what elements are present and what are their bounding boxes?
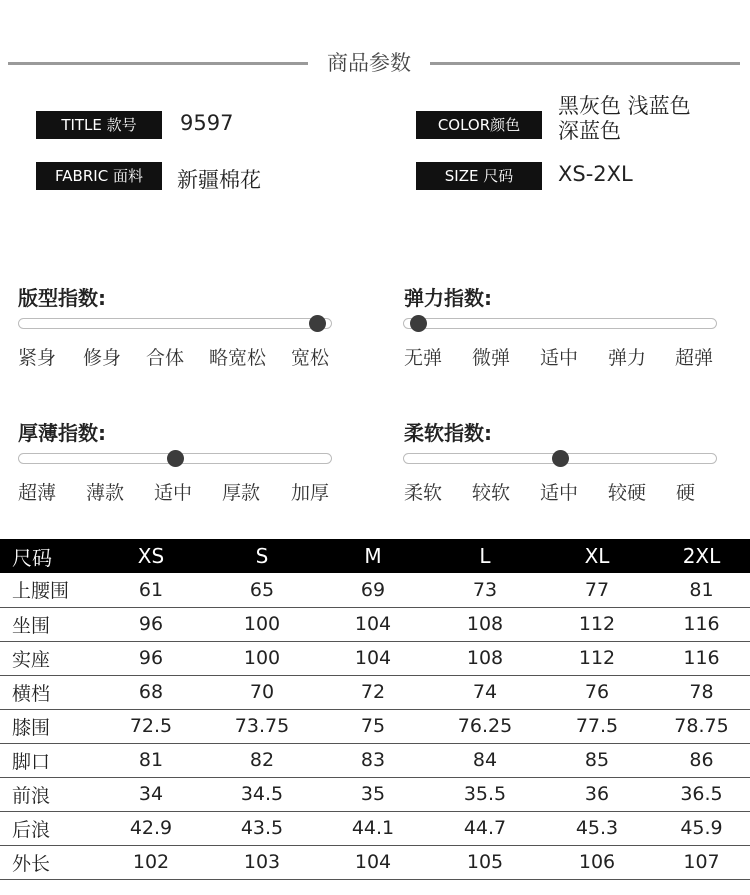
table-cell: 44.7 xyxy=(429,811,541,845)
table-cell: 81 xyxy=(653,573,750,607)
size-value: XS-2XL xyxy=(558,162,633,186)
table-cell: 75 xyxy=(317,709,429,743)
table-cell: 104 xyxy=(317,607,429,641)
fit-option: 宽松 xyxy=(291,347,330,369)
table-cell: 横档 xyxy=(0,675,95,709)
thickness-index-knob xyxy=(167,450,184,467)
header-divider-right xyxy=(430,62,740,65)
table-cell: 112 xyxy=(541,607,653,641)
table-cell: 78.75 xyxy=(653,709,750,743)
table-cell: 100 xyxy=(207,641,317,675)
table-cell: 78 xyxy=(653,675,750,709)
header-cell: S xyxy=(207,539,317,573)
table-cell: 实座 xyxy=(0,641,95,675)
table-cell: 77 xyxy=(541,573,653,607)
table-cell: 86 xyxy=(653,743,750,777)
table-cell: 77.5 xyxy=(541,709,653,743)
table-cell: 72 xyxy=(317,675,429,709)
table-cell: 36 xyxy=(541,777,653,811)
title-tag: TITLE 款号 xyxy=(36,111,162,139)
table-row xyxy=(0,777,750,811)
thickness-option: 厚款 xyxy=(222,482,261,504)
thickness-index-track xyxy=(18,453,332,464)
softness-option: 柔软 xyxy=(404,482,443,504)
table-cell: 85 xyxy=(541,743,653,777)
fit-option: 合体 xyxy=(146,347,185,369)
table-cell: 112 xyxy=(541,641,653,675)
table-cell: 65 xyxy=(207,573,317,607)
table-cell: 73 xyxy=(429,573,541,607)
table-cell: 35 xyxy=(317,777,429,811)
softness-index-title: 柔软指数: xyxy=(404,421,492,445)
table-cell: 膝围 xyxy=(0,709,95,743)
table-row xyxy=(0,811,750,845)
table-cell: 116 xyxy=(653,641,750,675)
header-cell: XS xyxy=(95,539,207,573)
table-cell: 45.3 xyxy=(541,811,653,845)
table-cell: 116 xyxy=(653,607,750,641)
softness-option: 较硬 xyxy=(608,482,647,504)
stretch-option: 无弹 xyxy=(404,347,443,369)
stretch-index-track xyxy=(403,318,717,329)
size-tag: SIZE 尺码 xyxy=(416,162,542,190)
thickness-option: 薄款 xyxy=(86,482,125,504)
header-cell: XL xyxy=(541,539,653,573)
thickness-option: 适中 xyxy=(154,482,193,504)
header-cell: 2XL xyxy=(653,539,750,573)
header-divider-left xyxy=(8,62,308,65)
table-row xyxy=(0,573,750,607)
table-cell: 34.5 xyxy=(207,777,317,811)
table-cell: 106 xyxy=(541,845,653,879)
table-cell: 76.25 xyxy=(429,709,541,743)
header-cell: L xyxy=(429,539,541,573)
color-value xyxy=(558,94,691,144)
size-table xyxy=(0,539,750,880)
table-row xyxy=(0,607,750,641)
table-cell: 34 xyxy=(95,777,207,811)
table-cell: 74 xyxy=(429,675,541,709)
thickness-index-title: 厚薄指数: xyxy=(18,421,106,445)
fit-index-title: 版型指数: xyxy=(18,286,106,310)
table-cell: 上腰围 xyxy=(0,573,95,607)
table-cell: 45.9 xyxy=(653,811,750,845)
table-row xyxy=(0,743,750,777)
table-cell: 84 xyxy=(429,743,541,777)
table-cell: 42.9 xyxy=(95,811,207,845)
stretch-index-title: 弹力指数: xyxy=(404,286,492,310)
table-row xyxy=(0,709,750,743)
table-cell: 108 xyxy=(429,641,541,675)
color-value-line-1: 黑灰色 浅蓝色 xyxy=(558,94,691,118)
title-value: 9597 xyxy=(180,111,234,135)
stretch-option: 弹力 xyxy=(608,347,647,369)
table-row xyxy=(0,845,750,879)
table-cell: 81 xyxy=(95,743,207,777)
table-cell: 107 xyxy=(653,845,750,879)
size-table-header xyxy=(0,539,750,573)
thickness-option: 加厚 xyxy=(291,482,330,504)
table-cell: 68 xyxy=(95,675,207,709)
color-tag: COLOR颜色 xyxy=(416,111,542,139)
table-cell: 35.5 xyxy=(429,777,541,811)
stretch-index-knob xyxy=(410,315,427,332)
table-cell: 43.5 xyxy=(207,811,317,845)
table-cell: 44.1 xyxy=(317,811,429,845)
softness-option: 较软 xyxy=(472,482,511,504)
table-cell: 76 xyxy=(541,675,653,709)
table-cell: 69 xyxy=(317,573,429,607)
header-cell: M xyxy=(317,539,429,573)
stretch-option: 适中 xyxy=(540,347,579,369)
header-cell: 尺码 xyxy=(0,539,95,573)
table-cell: 96 xyxy=(95,641,207,675)
table-cell: 61 xyxy=(95,573,207,607)
table-cell: 72.5 xyxy=(95,709,207,743)
fabric-tag: FABRIC 面料 xyxy=(36,162,162,190)
table-row xyxy=(0,675,750,709)
fit-index-track xyxy=(18,318,332,329)
table-cell: 102 xyxy=(95,845,207,879)
stretch-option: 超弹 xyxy=(675,347,714,369)
softness-option: 适中 xyxy=(540,482,579,504)
softness-option: 硬 xyxy=(676,482,696,504)
table-cell: 96 xyxy=(95,607,207,641)
fit-option: 略宽松 xyxy=(209,347,267,369)
table-cell: 104 xyxy=(317,845,429,879)
table-cell: 脚口 xyxy=(0,743,95,777)
table-cell: 103 xyxy=(207,845,317,879)
table-cell: 坐围 xyxy=(0,607,95,641)
thickness-option: 超薄 xyxy=(18,482,57,504)
table-cell: 108 xyxy=(429,607,541,641)
table-cell: 105 xyxy=(429,845,541,879)
fit-index-knob xyxy=(309,315,326,332)
fabric-value: 新疆棉花 xyxy=(177,168,261,192)
section-title: 商品参数 xyxy=(327,51,411,75)
table-cell: 73.75 xyxy=(207,709,317,743)
table-cell: 后浪 xyxy=(0,811,95,845)
softness-index-track xyxy=(403,453,717,464)
table-cell: 前浪 xyxy=(0,777,95,811)
fit-option: 修身 xyxy=(83,347,122,369)
table-cell: 82 xyxy=(207,743,317,777)
table-cell: 外长 xyxy=(0,845,95,879)
table-cell: 83 xyxy=(317,743,429,777)
table-cell: 100 xyxy=(207,607,317,641)
color-value-line-2: 深蓝色 xyxy=(558,119,621,143)
fit-option: 紧身 xyxy=(18,347,57,369)
table-cell: 104 xyxy=(317,641,429,675)
table-cell: 36.5 xyxy=(653,777,750,811)
softness-index-knob xyxy=(552,450,569,467)
table-cell: 70 xyxy=(207,675,317,709)
table-row xyxy=(0,641,750,675)
stretch-option: 微弹 xyxy=(472,347,511,369)
